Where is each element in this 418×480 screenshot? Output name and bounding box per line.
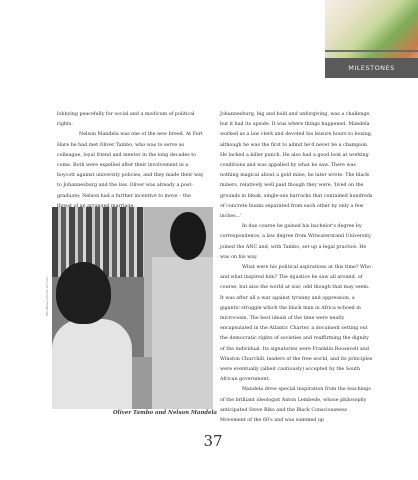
left-column bbox=[57, 110, 207, 212]
page-number: 37 bbox=[203, 432, 223, 450]
person-right-body bbox=[152, 257, 213, 409]
photo-caption: Oliver Tambo and Nelson Mandela bbox=[112, 410, 217, 416]
person-left-body bbox=[52, 319, 132, 409]
right-paragraph-1: Johannesburg, big and bold and unforgiving, was a challenge, but it had its upside. It was where things happened. Mandela worked as a law clerk and devoted his leisure hours to boxing, although he was the first to admit he'd never be a champion. He lacked a killer punch. He also had a good look at working conditions and was appalled by what he saw. There was nothing magical about a gold mine, he later wrote. The black miners, relatively well paid though they were, 'lived on the grounds in bleak, single-sex barracks that contained hundreds of concrete bunks separated from each other by only a few inches...' bbox=[220, 112, 373, 220]
person-left-head bbox=[56, 262, 111, 324]
photo-tambo-mandela bbox=[52, 207, 213, 409]
right-column bbox=[220, 110, 374, 426]
right-paragraph-2: In due course he gained his bachelor's degree by correspondence, a law degree from Witwatersrand University, joined the ANC and, with Tambo, set up a legal practice. He was on his way. bbox=[220, 224, 372, 260]
banner-label: MILESTONES bbox=[325, 58, 418, 78]
person-right-head bbox=[170, 212, 206, 260]
left-paragraph-1: lobbying peacefully for social and a modicum of political rights. bbox=[57, 112, 195, 128]
photo-credit: PPC/Baileys Photo Archive bbox=[45, 276, 49, 316]
banner-divider bbox=[325, 50, 418, 52]
right-paragraph-4: Mandela drew special inspiration from the teachings of the brilliant ideologist Anton Lembede, whose philosophy anticipated Steve Biko and the Black Consciousness Movement of the 60's and was summed up bbox=[220, 387, 371, 424]
left-paragraph-2: Nelson Mandela was one of the new breed. At Fort Hare he had met Oliver Tambo, who was to serve as colleague, loyal friend and mentor in the long decades to come. Both were expelled after their involvement in a boycott against university policies, and they made their way to Johannesburg and the law. Oliver was already a post-graduate; Nelson had a further incentive to move – the bbox=[57, 132, 204, 199]
milestones-banner bbox=[325, 0, 418, 78]
right-paragraph-3: What were his political aspirations at this time? Who and what inspired him? The injustice he saw all around, of course, but also the world at war, odd though that may seem. It was after all a war against tyranny and oppression, a gigantic struggle which the black man in Africa echoed in microcosm. The best ideals of the time were neatly encapsulated in the Atlantic Charter, a document setting out the democratic rights of societies and reaffirming the dignity of the individual. Its signatories were Franklin Roosevelt and Winston Churchill, leaders of the free world, and its principles were eventually (albeit cautiously) accepted by the South African government. bbox=[220, 265, 373, 383]
